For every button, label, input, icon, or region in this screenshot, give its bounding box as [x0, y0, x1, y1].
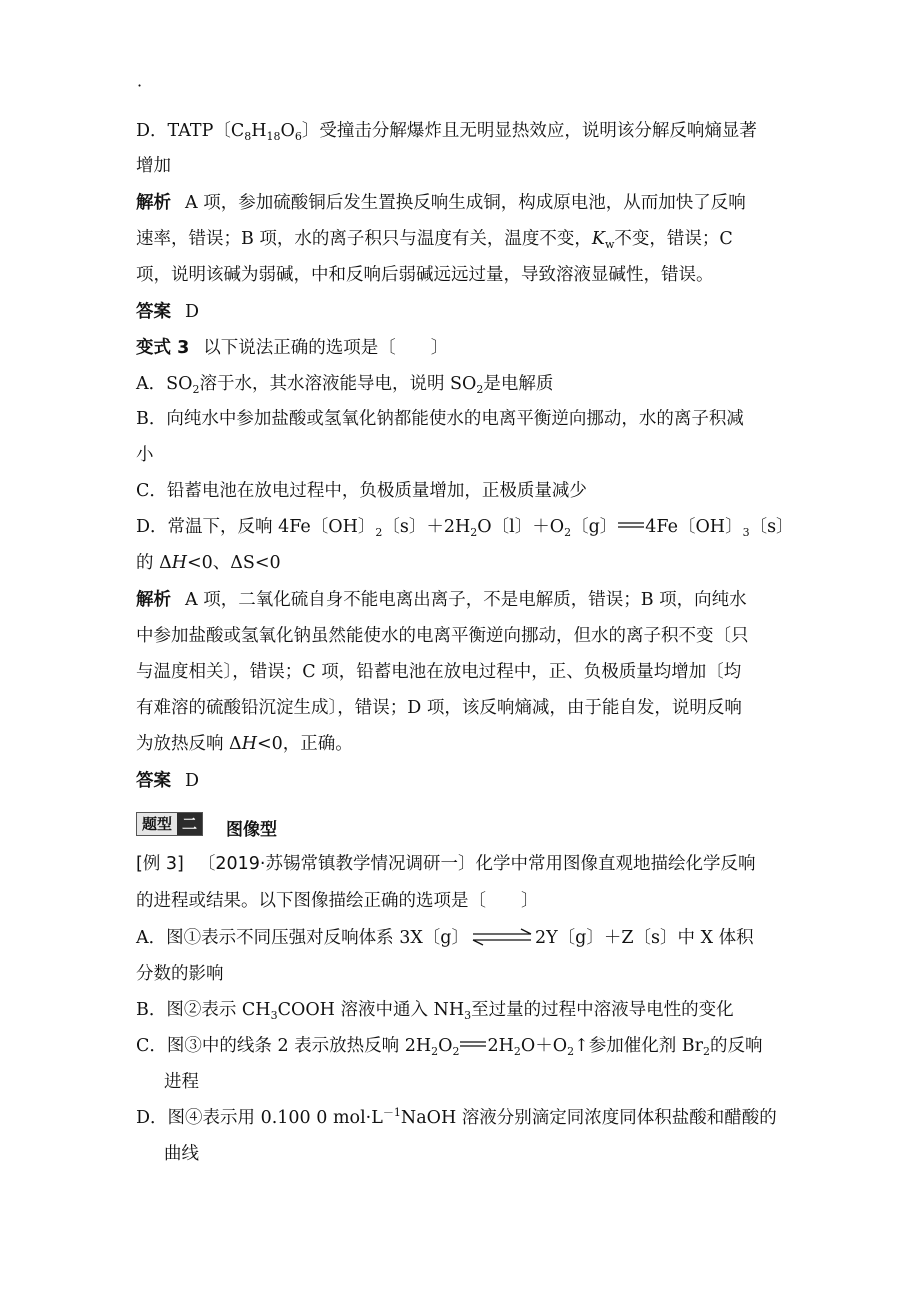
q2-option-b-line2: 小	[136, 445, 154, 465]
q2-analysis-line5: 为放热反响 ΔH<0，正确。	[136, 734, 353, 754]
q3-option-c-line1: C．图③中的线条 2 表示放热反响 $2H_2O_2$ $2H_2O+O_2↑$参加催化剂 $Br_2$的反响	[136, 1036, 763, 1058]
q1-analysis-line3: 项，说明该碱为弱碱，中和反响后弱碱远远过量，导致溶液显碱性，错误。	[136, 265, 714, 285]
q3-option-d-line1: D．图④表示用 0.100 0 $mol\cdot L^{-1}NaOH$ 溶液分别滴定同浓度同体积盐酸和醋酸的	[136, 1106, 777, 1128]
top-dot: ·	[137, 76, 143, 95]
q1-analysis-line2: 速率，错误；B 项，水的离子积只与温度有关，温度不变，$K_w$不变，错误；C	[136, 229, 733, 251]
q1-option-d-line1: D．TATP〔$C_8H_{18}O_6$〕受撞击分解爆炸且无明显热效应，说明该分解反响熵显著	[136, 121, 757, 143]
analysis-label: 解析	[136, 590, 171, 610]
q3-option-a-line1: A．图①表示不同压强对反响体系 3X〔g〕 2Y〔g〕＋Z〔s〕中 X 体积	[136, 928, 754, 948]
example-label: [例 3]	[136, 854, 184, 874]
q3-option-b: B．图②表示 $CH_3COOH$ 溶液中通入 $NH_3$至过量的过程中溶液导电性的变化	[136, 1000, 734, 1022]
q2-option-d-line2: 的 ΔH<0、ΔS<0	[136, 553, 281, 573]
q2-option-c: C．铅蓄电池在放电过程中，负极质量增加，正极质量减少	[136, 481, 587, 501]
q1-analysis-line1: 解析 A 项，参加硫酸铜后发生置换反响生成铜，构成原电池，从而加快了反响	[136, 193, 746, 213]
q1-option-d-line2: 增加	[136, 156, 171, 176]
q2-analysis-line4: 有难溶的硫酸铅沉淀生成〕，错误；D 项，该反响熵减，由于能自发，说明反响	[136, 698, 742, 718]
example-source: 〔2019·苏锡常镇教学情况调研一〕	[197, 854, 476, 874]
q2-analysis-line3: 与温度相关〕，错误；C 项，铅蓄电池在放电过程中，正、负极质量均增加〔均	[136, 662, 742, 682]
equals-sign-icon	[459, 1039, 487, 1049]
q2-option-a: A．$SO_2$溶于水，其水溶液能导电，说明 $SO_2$是电解质	[136, 374, 554, 396]
analysis-label: 解析	[136, 193, 171, 213]
q2-answer: 答案 D	[136, 771, 200, 791]
equals-sign-icon	[617, 520, 645, 530]
section-badge: 题型 二	[136, 812, 203, 836]
variant-label: 变式 3	[136, 338, 190, 358]
answer-label: 答案	[136, 771, 171, 791]
answer-label: 答案	[136, 302, 171, 322]
q3-stem-line1: [例 3] 〔2019·苏锡常镇教学情况调研一〕化学中常用图像直观地描绘化学反响	[136, 854, 756, 874]
q3-option-a-line2: 分数的影响	[136, 964, 224, 984]
section-title: 图像型	[226, 820, 277, 840]
q3-stem-line2: 的进程或结果。以下图像描绘正确的选项是〔 〕	[136, 891, 539, 911]
q2-option-d-line1: D．常温下，反响 4Fe〔OH〕$_2$〔s〕$+2H_2O$〔l〕$+O_2$〔g〕 4Fe〔OH〕$_3$〔s〕	[136, 517, 794, 539]
q2-option-b-line1: B．向纯水中参加盐酸或氢氧化钠都能使水的电离平衡逆向挪动，水的离子积减	[136, 409, 744, 429]
q3-option-d-line2: 曲线	[164, 1144, 199, 1164]
q1-answer: 答案 D	[136, 302, 200, 322]
q2-analysis-line1: 解析 A 项，二氧化硫自身不能电离出离子，不是电解质，错误；B 项，向纯水	[136, 590, 747, 610]
q3-option-c-line2: 进程	[164, 1072, 199, 1092]
q2-stem: 变式 3 以下说法正确的选项是〔 〕	[136, 338, 449, 358]
reversible-arrow-icon	[471, 928, 533, 946]
q2-analysis-line2: 中参加盐酸或氢氧化钠虽然能使水的电离平衡逆向挪动，但水的离子积不变〔只	[136, 626, 749, 646]
